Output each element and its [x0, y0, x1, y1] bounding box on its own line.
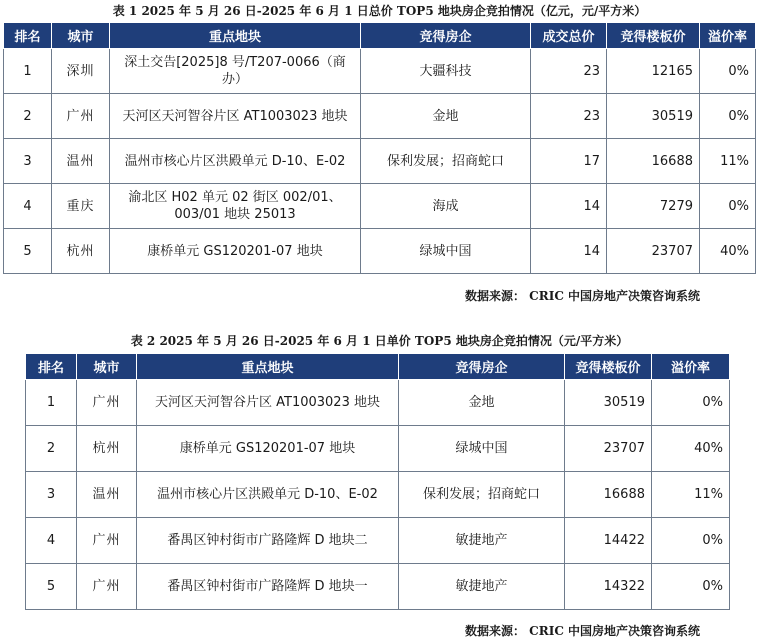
premium-cell: 0% [700, 184, 756, 229]
table-row [4, 49, 756, 94]
table-row [26, 426, 730, 472]
floor-price-cell: 16688 [565, 472, 652, 518]
company-cell: 绿城中国 [399, 426, 565, 472]
table2-header-rank: 排名 [26, 354, 77, 380]
plot-cell: 番禺区钟村街市广路隆辉 D 地块一 [137, 564, 399, 610]
table-row [4, 94, 756, 139]
total-price-cell: 23 [531, 49, 607, 94]
company-cell: 保利发展；招商蛇口 [361, 139, 531, 184]
premium-cell: 11% [652, 472, 730, 518]
city-cell: 杭州 [77, 426, 137, 472]
premium-cell: 0% [652, 380, 730, 426]
rank-cell: 2 [4, 94, 52, 139]
company-cell: 金地 [399, 380, 565, 426]
table1-header-rank: 排名 [4, 23, 52, 49]
plot-cell: 温州市核心片区洪殿单元 D-10、E-02 [110, 139, 361, 184]
company-cell: 保利发展；招商蛇口 [399, 472, 565, 518]
table-row [4, 139, 756, 184]
table2 [25, 353, 730, 610]
premium-cell: 0% [700, 49, 756, 94]
premium-cell: 40% [652, 426, 730, 472]
plot-cell: 深土交告[2025]8 号/T207-0066（商办） [110, 49, 361, 94]
company-cell: 海成 [361, 184, 531, 229]
company-cell: 金地 [361, 94, 531, 139]
company-cell: 敏捷地产 [399, 564, 565, 610]
plot-cell: 康桥单元 GS120201-07 地块 [137, 426, 399, 472]
table1-header-premium: 溢价率 [700, 23, 756, 49]
total-price-cell: 14 [531, 184, 607, 229]
premium-cell: 11% [700, 139, 756, 184]
company-cell: 大疆科技 [361, 49, 531, 94]
table2-header-plot: 重点地块 [137, 354, 399, 380]
plot-cell: 温州市核心片区洪殿单元 D-10、E-02 [137, 472, 399, 518]
rank-cell: 5 [4, 229, 52, 274]
plot-cell: 番禺区钟村街市广路隆辉 D 地块二 [137, 518, 399, 564]
floor-price-cell: 12165 [607, 49, 700, 94]
plot-cell: 康桥单元 GS120201-07 地块 [110, 229, 361, 274]
table2-caption: 表 2 2025 年 5 月 26 日-2025 年 6 月 1 日单价 TOP5 地块房企竞拍情况（元/平方米） [130, 334, 629, 348]
plot-cell: 天河区天河智谷片区 AT1003023 地块 [137, 380, 399, 426]
premium-cell: 0% [652, 564, 730, 610]
floor-price-cell: 14322 [565, 564, 652, 610]
rank-cell: 3 [4, 139, 52, 184]
total-price-cell: 23 [531, 94, 607, 139]
floor-price-cell: 14422 [565, 518, 652, 564]
total-price-cell: 17 [531, 139, 607, 184]
rank-cell: 4 [4, 184, 52, 229]
table1-header-total: 成交总价 [531, 23, 607, 49]
city-cell: 广州 [77, 518, 137, 564]
rank-cell: 1 [4, 49, 52, 94]
table-row [26, 518, 730, 564]
total-price-cell: 14 [531, 229, 607, 274]
company-cell: 敏捷地产 [399, 518, 565, 564]
rank-cell: 2 [26, 426, 77, 472]
table-row [26, 472, 730, 518]
table1-header-city: 城市 [52, 23, 110, 49]
city-cell: 深圳 [52, 49, 110, 94]
table2-header-premium: 溢价率 [652, 354, 730, 380]
premium-cell: 0% [700, 94, 756, 139]
floor-price-cell: 30519 [607, 94, 700, 139]
city-cell: 杭州 [52, 229, 110, 274]
floor-price-cell: 16688 [607, 139, 700, 184]
plot-cell: 渝北区 H02 单元 02 街区 002/01、003/01 地块 25013 [110, 184, 361, 229]
city-cell: 广州 [77, 564, 137, 610]
table2-header-city: 城市 [77, 354, 137, 380]
table1-header-company: 竞得房企 [361, 23, 531, 49]
company-cell: 绿城中国 [361, 229, 531, 274]
table-row [26, 564, 730, 610]
floor-price-cell: 30519 [565, 380, 652, 426]
table2-header-company: 竞得房企 [399, 354, 565, 380]
plot-cell: 天河区天河智谷片区 AT1003023 地块 [110, 94, 361, 139]
table-row [4, 229, 756, 274]
premium-cell: 0% [652, 518, 730, 564]
rank-cell: 4 [26, 518, 77, 564]
table-row [4, 184, 756, 229]
floor-price-cell: 23707 [565, 426, 652, 472]
premium-cell: 40% [700, 229, 756, 274]
city-cell: 广州 [52, 94, 110, 139]
table1-caption: 表 1 2025 年 5 月 26 日-2025 年 6 月 1 日总价 TOP5 地块房企竞拍情况（亿元，元/平方米） [112, 4, 647, 18]
table2-header-row [26, 354, 730, 380]
table1 [3, 22, 756, 274]
floor-price-cell: 23707 [607, 229, 700, 274]
rank-cell: 3 [26, 472, 77, 518]
rank-cell: 5 [26, 564, 77, 610]
floor-price-cell: 7279 [607, 184, 700, 229]
table1-source-note: 数据来源： CRIC 中国房地产决策咨询系统 [465, 289, 701, 303]
table2-source-note: 数据来源： CRIC 中国房地产决策咨询系统 [465, 624, 701, 638]
city-cell: 重庆 [52, 184, 110, 229]
table1-header-price: 竞得楼板价 [607, 23, 700, 49]
city-cell: 广州 [77, 380, 137, 426]
table1-header-plot: 重点地块 [110, 23, 361, 49]
table-row [26, 380, 730, 426]
rank-cell: 1 [26, 380, 77, 426]
city-cell: 温州 [52, 139, 110, 184]
table2-header-price: 竞得楼板价 [565, 354, 652, 380]
table1-header-row [4, 23, 756, 49]
city-cell: 温州 [77, 472, 137, 518]
